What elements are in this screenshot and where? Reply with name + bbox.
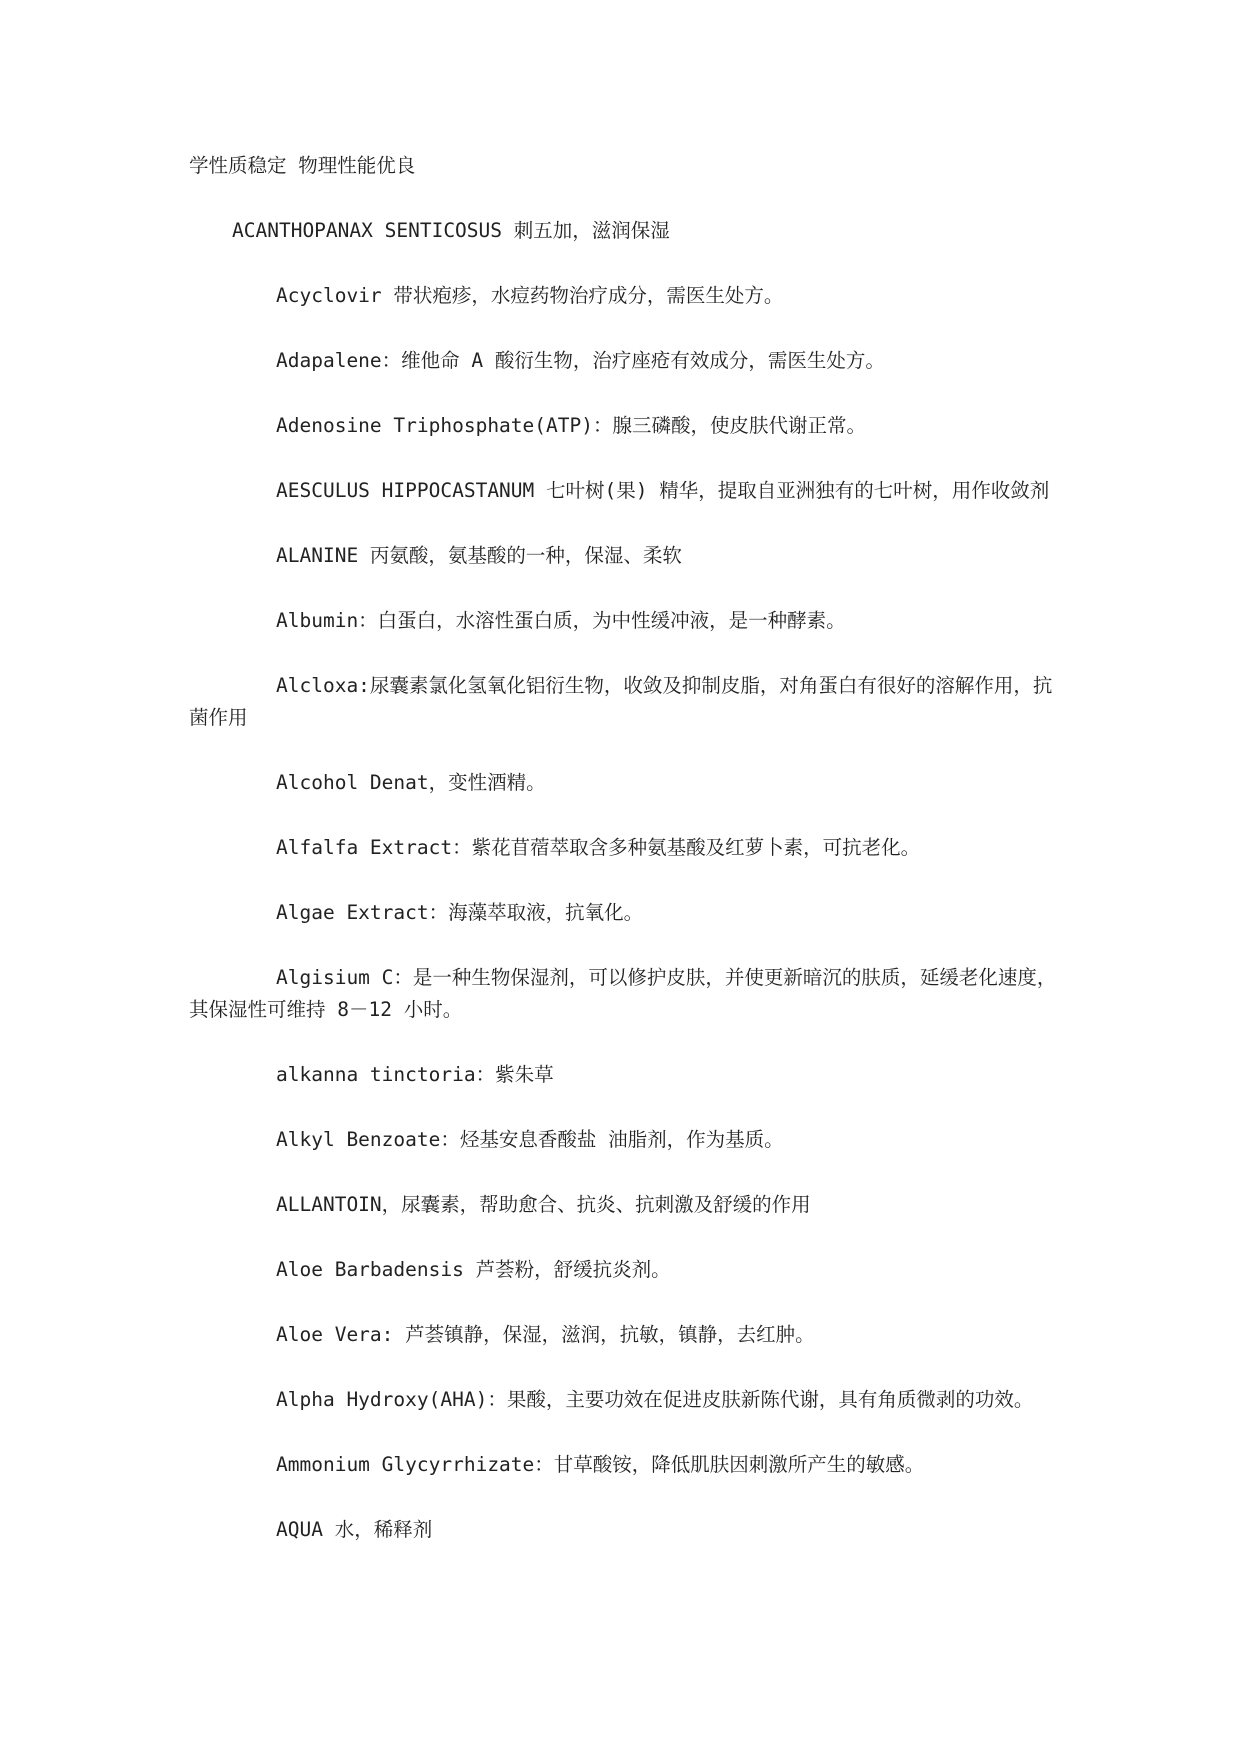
paragraph-entry: Adenosine Triphosphate(ATP)：腺三磷酸，使皮肤代谢正常。 [276, 414, 866, 437]
paragraph-entry: alkanna tinctoria：紫朱草 [276, 1063, 554, 1086]
paragraph-entry: Alpha Hydroxy(AHA)：果酸，主要功效在促进皮肤新陈代谢，具有角质微剥的功效。 [276, 1388, 1034, 1411]
paragraph-entry: Alfalfa Extract：紫花苜蓿萃取含多种氨基酸及红萝卜素，可抗老化。 [276, 836, 921, 859]
paragraph-entry: Aloe Barbadensis 芦荟粉，舒缓抗炎剂。 [276, 1258, 671, 1281]
paragraph-entry: Ammonium Glycyrrhizate：甘草酸铵，降低肌肤因刺激所产生的敏感。 [276, 1453, 925, 1476]
paragraph-entry: Alkyl Benzoate：烃基安息香酸盐 油脂剂，作为基质。 [276, 1128, 784, 1151]
paragraph-entry: Adapalene：维他命 A 酸衍生物，治疗座疮有效成分，需医生处方。 [276, 349, 885, 372]
paragraph-entry: Aloe Vera: 芦荟镇静，保湿，滋润，抗敏，镇静，去红肿。 [276, 1323, 815, 1346]
paragraph-entry: AESCULUS HIPPOCASTANUM 七叶树(果) 精华，提取自亚洲独有的七叶树，用作收敛剂 [276, 479, 1050, 502]
paragraph-entry: Alcohol Denat，变性酒精。 [276, 771, 546, 794]
paragraph-entry: Algisium C：是一种生物保湿剂，可以修护皮肤，并使更新暗沉的肤质，延缓老化速度，其保湿性可维持 8－12 小时。 [189, 966, 1057, 1021]
paragraph-entry: Albumin：白蛋白，水溶性蛋白质，为中性缓冲液，是一种酵素。 [276, 609, 846, 632]
paragraph-entry: ACANTHOPANAX SENTICOSUS 刺五加，滋润保湿 [232, 219, 670, 242]
paragraph-intro: 学性质稳定 物理性能优良 [189, 154, 416, 177]
paragraph-entry: Algae Extract：海藻萃取液，抗氧化。 [276, 901, 644, 924]
paragraph-entry: ALLANTOIN，尿囊素，帮助愈合、抗炎、抗刺激及舒缓的作用 [276, 1193, 811, 1216]
paragraph-entry: AQUA 水，稀释剂 [276, 1518, 433, 1541]
paragraph-entry: Alcloxa:尿囊素氯化氢氧化铝衍生物，收敛及抑制皮脂，对角蛋白有很好的溶解作用，抗菌作用 [189, 674, 1053, 729]
paragraph-entry: Acyclovir 带状疱疹，水痘药物治疗成分，需医生处方。 [276, 284, 784, 307]
paragraph-entry: ALANINE 丙氨酸，氨基酸的一种，保湿、柔软 [276, 544, 682, 567]
document-body [189, 150, 1069, 1579]
